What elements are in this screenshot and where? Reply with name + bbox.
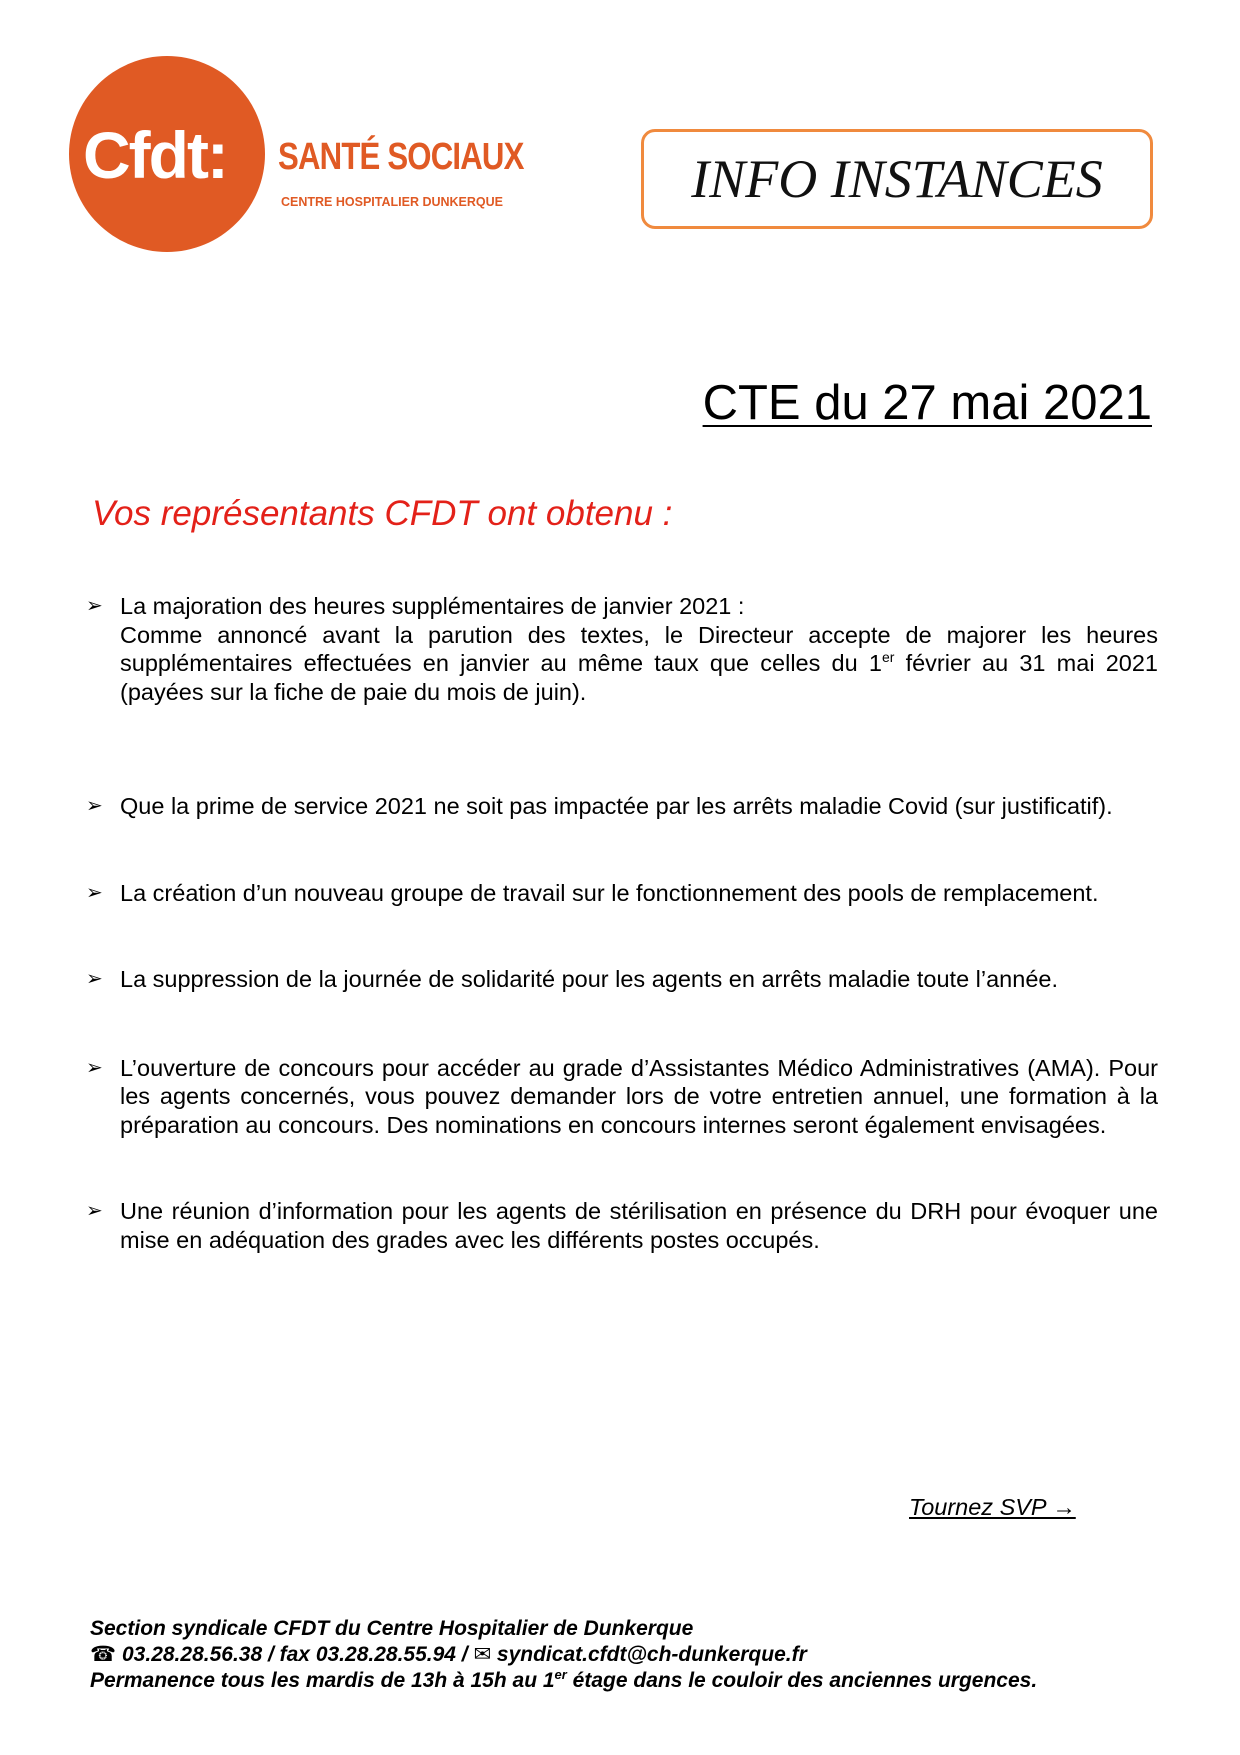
list-item-body: Comme annoncé avant la parution des textes, le Directeur accepte de majorer les heures supplémentaires effectuées en janvier au même taux que celles du 1er février au 31 mai 2021 (payées sur la fiche de paie du mois de juin). (120, 621, 1158, 705)
list-item (86, 792, 1158, 821)
footer-permanence: Permanence tous les mardis de 13h à 15h au 1er étage dans le couloir des anciennes urgences. (90, 1667, 1038, 1692)
footer-phone-line: ☎ 03.28.28.56.38 / fax 03.28.28.55.94 / ✉ syndicat.cfdt@ch-dunkerque.fr (90, 1643, 807, 1666)
list-item (86, 1197, 1158, 1254)
envelope-icon: ✉ (473, 1643, 492, 1666)
footer-contact (90, 1616, 1037, 1694)
list-item (86, 1054, 1158, 1140)
list-item (86, 965, 1158, 994)
list-item-text: La création d’un nouveau groupe de travail sur le fonctionnement des pools de remplacement. (120, 879, 1099, 906)
list-item-text: La suppression de la journée de solidarité pour les agents en arrêts maladie toute l’année. (120, 966, 1058, 992)
cfdt-logo-mark: Cfdt: (83, 118, 227, 192)
logo-centre-hospitalier: CENTRE HOSPITALIER DUNKERQUE (281, 195, 504, 209)
arrowhead-bullet-icon: ➢ (86, 795, 103, 817)
achievements-list (86, 592, 1158, 1254)
list-item-text: Que la prime de service 2021 ne soit pas impactée par les arrêts maladie Covid (sur justificatif). (120, 793, 1113, 819)
list-item (86, 592, 1158, 706)
list-item-text: Une réunion d’information pour les agents de stérilisation en présence du DRH pour évoquer une mise en adéquation des grades avec les différents postes occupés. (120, 1198, 1158, 1253)
list-item-heading: La majoration des heures supplémentaires de janvier 2021 : (120, 593, 745, 619)
arrowhead-bullet-icon: ➢ (86, 968, 103, 990)
arrowhead-bullet-icon: ➢ (86, 1056, 103, 1079)
info-instances-label: INFO INSTANCES (691, 149, 1103, 209)
list-item-text: L’ouverture de concours pour accéder au grade d’Assistantes Médico Administratives (AMA). Pour les agents concernés, vous pouvez demander lors de votre entretien annuel, une formation à la préparation au concours. Des nominations en concours internes seront également envisagées. (120, 1054, 1158, 1138)
footer-email[interactable]: syndicat.cfdt@ch-dunkerque.fr (491, 1643, 807, 1666)
turn-over-link[interactable]: Tournez SVP → (909, 1494, 1076, 1520)
logo-sante-sociaux: SANTÉ SOCIAUX (278, 136, 524, 178)
list-item (86, 879, 1158, 908)
section-subtitle: Vos représentants CFDT ont obtenu : (92, 494, 673, 533)
arrowhead-bullet-icon: ➢ (86, 595, 103, 617)
arrowhead-bullet-icon: ➢ (86, 1200, 103, 1222)
page-title: CTE du 27 mai 2021 (702, 376, 1152, 430)
info-instances-box (641, 129, 1153, 229)
footer-section-name: Section syndicale CFDT du Centre Hospitalier de Dunkerque (90, 1617, 694, 1640)
telephone-icon: ☎ (90, 1643, 117, 1666)
arrowhead-bullet-icon: ➢ (86, 881, 103, 904)
